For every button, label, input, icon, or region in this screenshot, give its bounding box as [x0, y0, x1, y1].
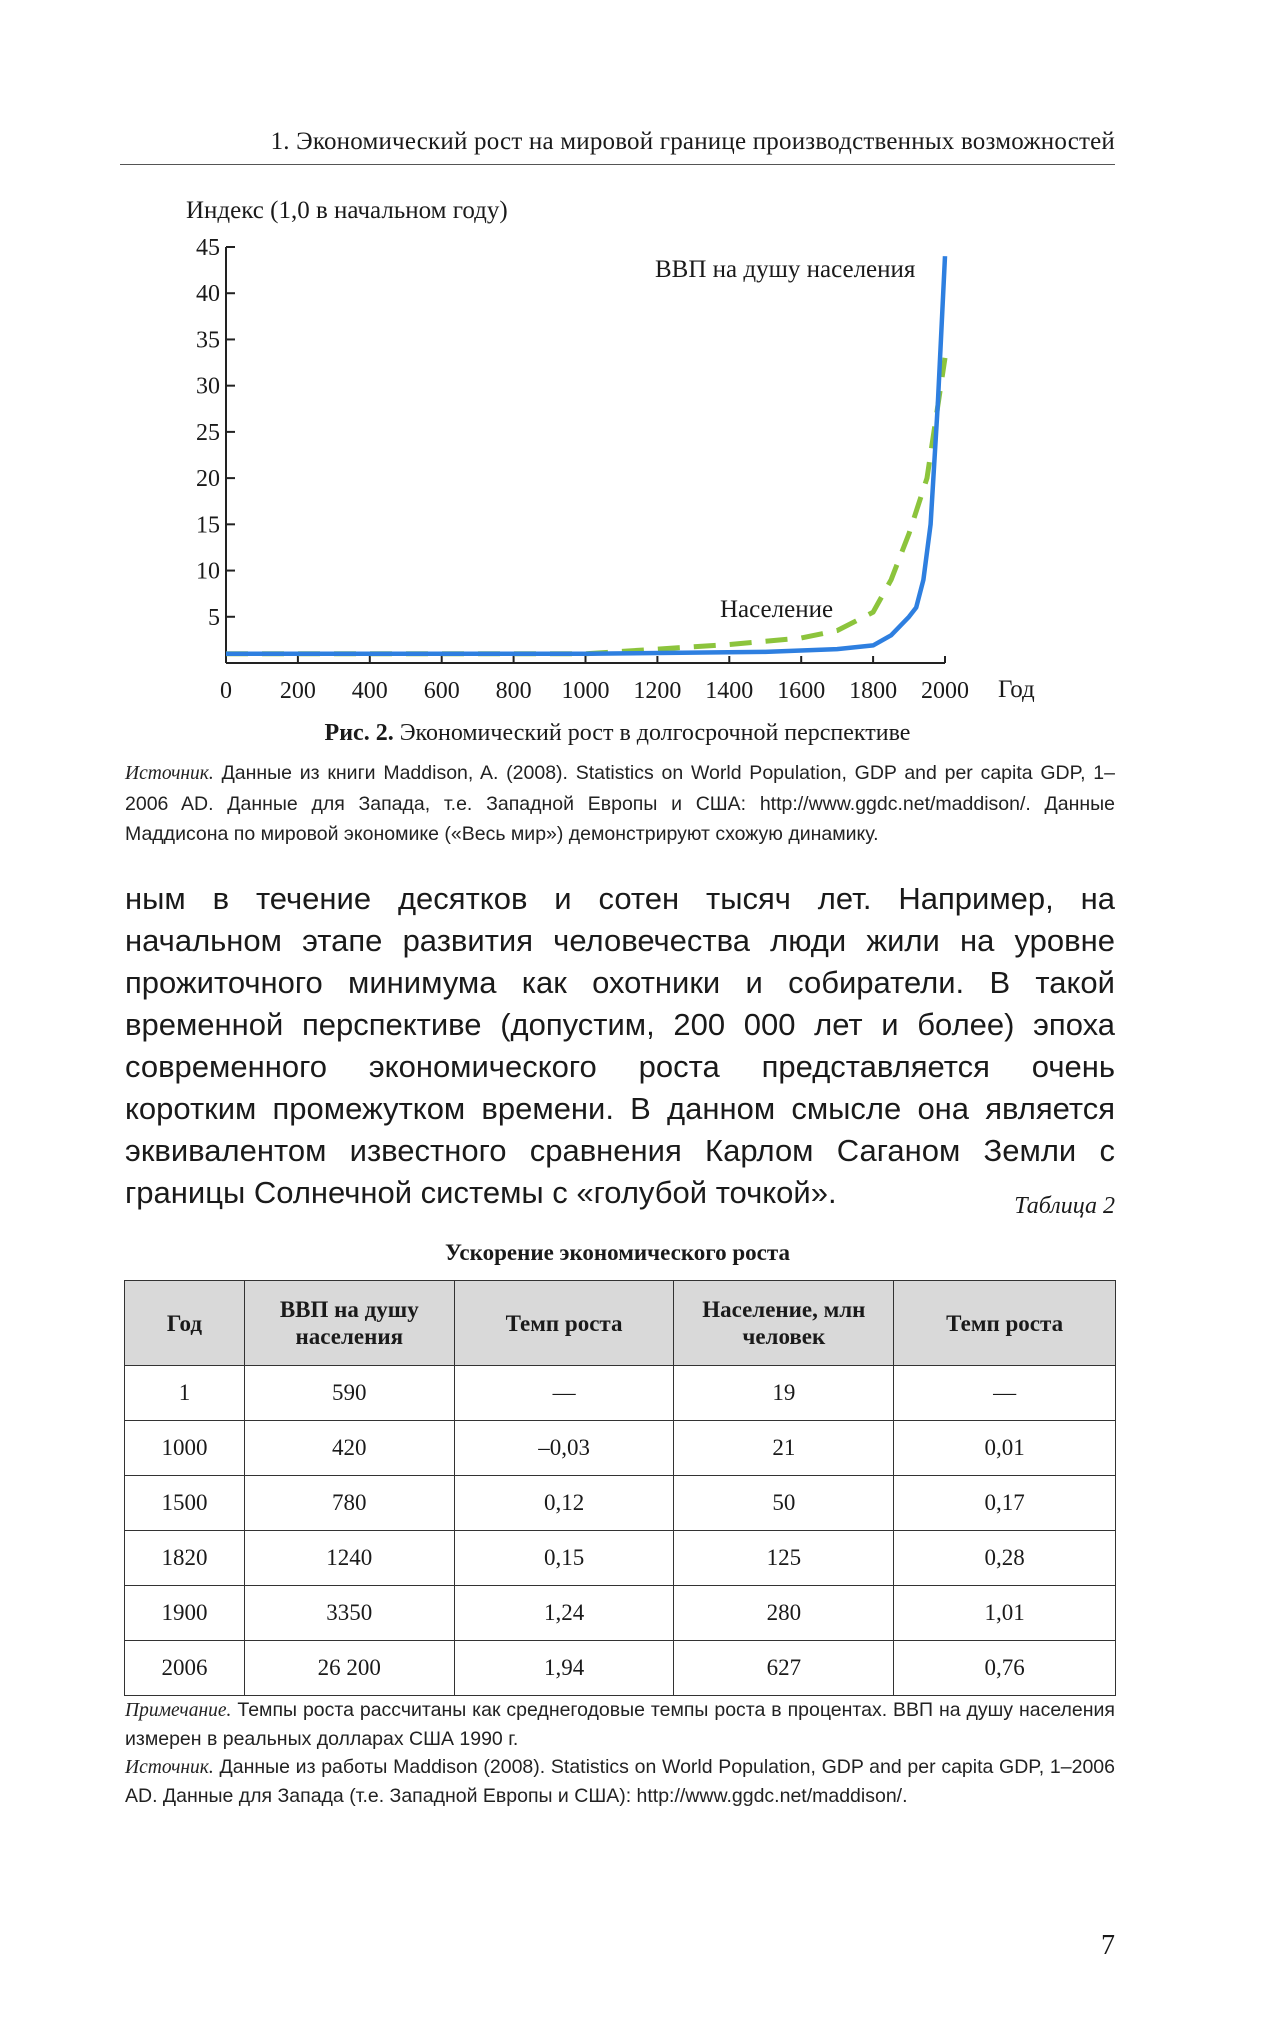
table-cell: 0,15	[454, 1531, 674, 1586]
x-tick-label: 0	[220, 678, 232, 704]
figure-source-label: Источник.	[125, 763, 214, 784]
table-cell: –0,03	[454, 1421, 674, 1476]
y-tick-label: 30	[196, 373, 220, 400]
x-tick-label: 400	[351, 678, 388, 704]
table-cell: 1500	[125, 1476, 245, 1531]
y-tick-label: 45	[196, 235, 220, 261]
population-series-line	[226, 358, 945, 654]
header-population: Население, млн человек	[674, 1281, 894, 1366]
x-tick-label: 1800	[849, 678, 898, 704]
table-source-label: Источник.	[125, 1757, 214, 1778]
table-cell: 627	[674, 1641, 894, 1696]
body-paragraph: ным в течение десятков и сотен тысяч лет. Например, на начальном этапе развития человечества люди жили на уровне прожиточного минимума как охотники и собиратели. В такой временной перспективе (допустим, 200 000 лет и более) эпоха современного экономического роста представляется очень коротким промежутком времени. В данном смысле она является эквивалентом известного сравнения Карлом Саганом Земли с границы Солнечной системы с «голубой точкой».	[125, 881, 1115, 1210]
table-cell: 590	[244, 1366, 454, 1421]
table-cell: 2006	[125, 1641, 245, 1696]
figure-label: Рис. 2.	[324, 720, 394, 746]
axes	[226, 247, 945, 663]
table-row	[125, 1366, 1116, 1421]
table-title: Ускорение экономического роста	[445, 1240, 790, 1265]
series-layer	[226, 256, 945, 654]
y-tick-label: 10	[196, 558, 220, 585]
x-tick-label: 600	[423, 678, 460, 704]
table-note-label: Примечание.	[125, 1700, 232, 1721]
table-cell: 1,01	[894, 1586, 1116, 1641]
gdp-series-line	[226, 256, 945, 654]
table-cell: —	[894, 1366, 1116, 1421]
figure-source-text: Данные из книги Maddison, A. (2008). Statistics on World Population, GDP and per capita GDP, 1–2006 AD. Данные для Запада, т.е. Западной Европы и США: http://www.ggdc.net/maddison/. Данные Маддисона по мировой экономике («Весь мир») демонстрируют схожую динамику.	[125, 762, 1115, 845]
x-tick-label: 1000	[561, 678, 610, 704]
y-ticks	[196, 235, 235, 631]
header-gdp-growth: Темп роста	[454, 1281, 674, 1366]
header-population-growth: Темп роста	[894, 1281, 1116, 1366]
table-row	[125, 1476, 1116, 1531]
table-cell: —	[454, 1366, 674, 1421]
table-cell: 0,76	[894, 1641, 1116, 1696]
table-cell: 1000	[125, 1421, 245, 1476]
y-tick-label: 15	[196, 512, 220, 539]
x-tick-label: 1400	[705, 678, 754, 704]
population-series-label: Население	[720, 596, 834, 623]
table-cell: 1	[125, 1366, 245, 1421]
figure-source	[125, 758, 1115, 849]
y-axis-label: Индекс (1,0 в начальном году)	[186, 197, 508, 224]
table-source	[125, 1753, 1115, 1810]
table-cell: 0,28	[894, 1531, 1116, 1586]
table-cell: 1900	[125, 1586, 245, 1641]
x-tick-label: 2000	[921, 678, 969, 704]
table-cell: 21	[674, 1421, 894, 1476]
table-cell: 125	[674, 1531, 894, 1586]
growth-table	[124, 1280, 1116, 1696]
table-cell: 19	[674, 1366, 894, 1421]
x-tick-label: 800	[495, 678, 532, 704]
chart	[0, 0, 1273, 715]
table-cell: 1820	[125, 1531, 245, 1586]
table-row	[125, 1421, 1116, 1476]
table-source-text: Данные из работы Maddison (2008). Statistics on World Population, GDP and per capita GDP, 1–2006 AD. Данные для Запада (т.е. Западной Европы и США): http://www.ggdc.net/maddison/.	[125, 1756, 1115, 1807]
table-note-text: Темпы роста рассчитаны как среднегодовые темпы роста в процентах. ВВП на душу населения измерен в реальных долларах США 1990 г.	[125, 1699, 1115, 1750]
table-cell: 1240	[244, 1531, 454, 1586]
table-cell: 0,01	[894, 1421, 1116, 1476]
gdp-series-label: ВВП на душу населения	[655, 256, 916, 283]
table-notes	[125, 1696, 1115, 1810]
table-row	[125, 1531, 1116, 1586]
x-tick-label: 1600	[777, 678, 826, 704]
x-axis-label: Год	[998, 676, 1035, 703]
table-cell: 3350	[244, 1586, 454, 1641]
table-cell: 50	[674, 1476, 894, 1531]
y-tick-label: 35	[196, 327, 220, 354]
running-head: 1. Экономический рост на мировой границе производственных возможностей	[120, 128, 1115, 165]
x-tick-label: 1200	[633, 678, 682, 704]
table-cell: 1,94	[454, 1641, 674, 1696]
table-note	[125, 1696, 1115, 1753]
table-cell: 0,17	[894, 1476, 1116, 1531]
table-label: Таблица 2	[1014, 1193, 1115, 1219]
table-cell: 26 200	[244, 1641, 454, 1696]
table-cell: 280	[674, 1586, 894, 1641]
y-tick-label: 20	[196, 466, 220, 493]
figure-caption-text: Экономический рост в долгосрочной перспективе	[399, 720, 911, 746]
page-number: 7	[1101, 1930, 1115, 1961]
table-header-row	[125, 1281, 1116, 1366]
figure-caption	[120, 720, 1115, 747]
header-gdp: ВВП на душу населения	[244, 1281, 454, 1366]
table-row	[125, 1641, 1116, 1696]
y-tick-label: 25	[196, 419, 220, 446]
table-cell: 0,12	[454, 1476, 674, 1531]
table-cell: 1,24	[454, 1586, 674, 1641]
header-year: Год	[125, 1281, 245, 1366]
table-row	[125, 1586, 1116, 1641]
table-cell: 780	[244, 1476, 454, 1531]
table-cell: 420	[244, 1421, 454, 1476]
y-tick-label: 5	[208, 604, 220, 631]
y-tick-label: 40	[196, 281, 220, 308]
x-tick-label: 200	[279, 678, 316, 704]
